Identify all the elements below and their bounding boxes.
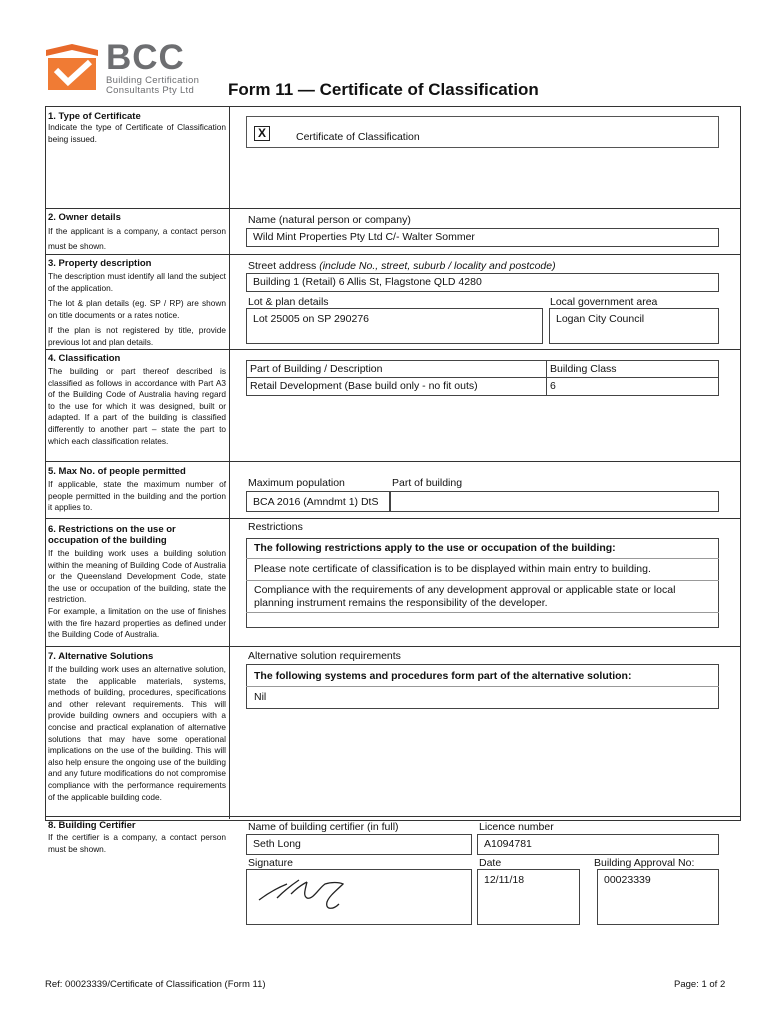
section-1-heading: 1. Type of Certificate xyxy=(48,111,141,122)
section-3-description-1: The description must identify all land the subject of the application. xyxy=(48,271,226,293)
date-label: Date xyxy=(479,857,502,869)
classification-part-header: Part of Building / Description xyxy=(250,363,383,375)
section-4-heading: 4. Classification xyxy=(48,353,121,364)
alternative-solution-intro: The following systems and procedures form part of the alternative solution: xyxy=(254,670,632,682)
building-approval-label: Building Approval No: xyxy=(594,857,695,869)
restrictions-rule xyxy=(246,558,719,559)
certificate-type-label: Certificate of Classification xyxy=(296,131,420,143)
section-3-heading: 3. Property description xyxy=(48,258,152,269)
restrictions-intro: The following restrictions apply to the use or occupation of the building: xyxy=(254,542,616,554)
logo-name: BCC xyxy=(106,38,185,77)
section-3-description-3: If the plan is not registered by title, provide previous lot and plan details. xyxy=(48,325,226,347)
row-divider xyxy=(45,254,741,255)
building-approval-field[interactable]: 00023339 xyxy=(597,869,719,925)
column-divider xyxy=(229,106,230,819)
owner-name-field[interactable]: Wild Mint Properties Pty Ltd C/- Walter Sommer xyxy=(246,228,719,247)
form-title: Form 11 — Certificate of Classification xyxy=(228,80,539,99)
licence-number-label: Licence number xyxy=(479,821,554,833)
row-divider xyxy=(45,518,741,519)
lot-plan-label: Lot & plan details xyxy=(248,296,329,308)
row-divider xyxy=(45,816,741,817)
section-1-description: Indicate the type of Certificate of Classification being issued. xyxy=(48,122,226,144)
street-address-label-main: Street address xyxy=(248,260,317,272)
alternative-solution-value[interactable]: Nil xyxy=(254,691,267,703)
max-population-field[interactable]: BCA 2016 (Amndmt 1) DtS xyxy=(246,491,390,512)
signature-label: Signature xyxy=(248,857,293,869)
footer-reference: Ref: 00023339/Certificate of Classification (Form 11) xyxy=(45,979,266,990)
row-divider xyxy=(45,461,741,462)
restriction-item: Please note certificate of classification is to be displayed within main entry to building. xyxy=(254,563,651,575)
section-8-description: If the certifier is a company, a contact person must be shown. xyxy=(48,832,226,854)
section-6-description-2: For example, a limitation on the use of finishes with the fire hazard properties as defined under the Building Code of Australia. xyxy=(48,606,226,640)
section-3-description-2: The lot & plan details (eg. SP / RP) are shown on title documents or a rates notice. xyxy=(48,298,226,320)
bcc-logo-text xyxy=(106,40,199,96)
classification-class-value[interactable]: 6 xyxy=(550,380,556,392)
bcc-logo-mark xyxy=(46,44,98,92)
alternative-solution-rule xyxy=(246,686,719,687)
signature-image xyxy=(247,870,473,926)
local-government-field[interactable]: Logan City Council xyxy=(549,308,719,344)
footer-page-number: Page: 1 of 2 xyxy=(674,979,726,990)
section-2-heading: 2. Owner details xyxy=(48,212,121,223)
section-7-description: If the building work uses an alternative solution, state the applicable materials, systems, methods of building, procedures, specifications and other relevant requirements. This will provide building owners and occupiers with a concise and practical explanation of alternative solutions that may have some operational implications on the use of the building. This will also help ensure the ongoing use of the building and any future modifications do not compromise compliance with the performance requirements of the applicable building code. xyxy=(48,664,226,802)
section-4-description: The building or part thereof described is classified as follows in accordance with Part A3 of the Building Code of Australia having regard to the use for which it was designed, built or adapted. If a part of the building is classified differently to another part – state the part to which each classification relates. xyxy=(48,366,226,446)
certifier-name-field[interactable]: Seth Long xyxy=(246,834,472,855)
restrictions-label: Restrictions xyxy=(248,521,303,533)
local-government-label: Local government area xyxy=(550,296,658,308)
section-7-heading: 7. Alternative Solutions xyxy=(48,651,154,662)
certificate-type-checkbox[interactable]: X xyxy=(254,126,270,141)
section-2-description: If the applicant is a company, a contact person must be shown. xyxy=(48,226,226,251)
section-6-heading: 6. Restrictions on the use or occupation of the building xyxy=(48,524,176,546)
lot-plan-field[interactable]: Lot 25005 on SP 290276 xyxy=(246,308,543,344)
row-divider xyxy=(45,349,741,350)
part-of-building-field[interactable] xyxy=(390,491,719,512)
row-divider xyxy=(45,646,741,647)
street-address-field[interactable]: Building 1 (Retail) 6 Allis St, Flagstone QLD 4280 xyxy=(246,273,719,292)
section-8-heading: 8. Building Certifier xyxy=(48,820,136,831)
part-of-building-label: Part of building xyxy=(392,477,463,489)
certifier-name-label: Name of building certifier (in full) xyxy=(248,821,399,833)
street-address-label-hint: (include No., street, suburb / locality and postcode) xyxy=(319,260,556,272)
classification-table-rule xyxy=(246,377,719,378)
classification-table-divider xyxy=(546,360,547,396)
classification-part-value[interactable]: Retail Development (Base build only - no fit outs) xyxy=(250,380,478,392)
section-5-heading: 5. Max No. of people permitted xyxy=(48,466,186,477)
restrictions-rule xyxy=(246,612,719,613)
restriction-item: Compliance with the requirements of any development approval or applicable state or local planning instrument remains the responsibility of the developer. xyxy=(254,584,676,609)
restrictions-rule xyxy=(246,580,719,581)
street-address-label xyxy=(248,260,556,273)
alternative-solution-label: Alternative solution requirements xyxy=(248,650,401,662)
classification-class-header: Building Class xyxy=(550,363,617,375)
owner-name-label: Name (natural person or company) xyxy=(248,214,411,226)
signature-field[interactable] xyxy=(246,869,472,925)
section-5-description: If applicable, state the maximum number of people permitted in the building and the portion it applies to. xyxy=(48,479,226,513)
licence-number-field[interactable]: A1094781 xyxy=(477,834,719,855)
row-divider xyxy=(45,208,741,209)
max-population-label: Maximum population xyxy=(248,477,345,489)
logo-line-1: Building Certification xyxy=(106,75,200,86)
date-field[interactable]: 12/11/18 xyxy=(477,869,580,925)
logo-line-2: Consultants Pty Ltd xyxy=(106,85,195,96)
section-6-description-1: If the building work uses a building solution within the meaning of Building Code of Australia or the Queensland Development Code, state the use or occupation of the building, state the restriction. xyxy=(48,548,226,605)
